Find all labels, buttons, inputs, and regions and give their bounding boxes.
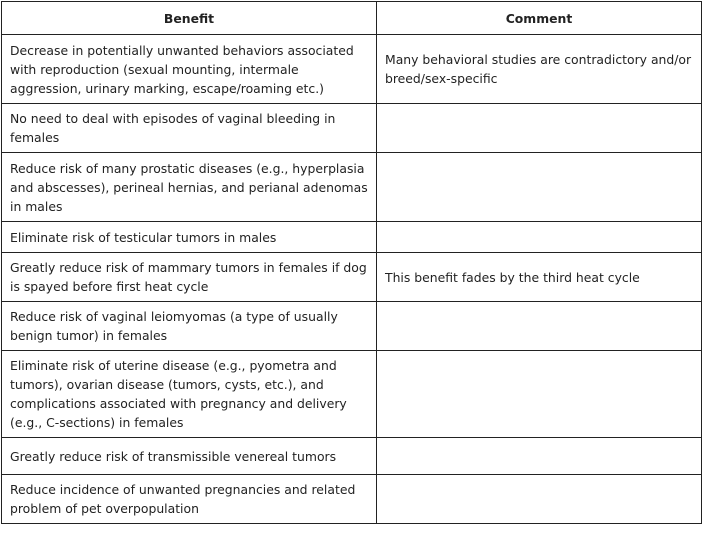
table-row bbox=[2, 438, 702, 475]
benefit-cell: Reduce incidence of unwanted pregnancies and related problem of pet overpopulation bbox=[2, 475, 377, 524]
table-row bbox=[2, 351, 702, 438]
benefits-table bbox=[1, 1, 702, 524]
table-row bbox=[2, 35, 702, 104]
comment-cell bbox=[377, 302, 702, 351]
comment-cell: Many behavioral studies are contradictory and/or breed/sex-specific bbox=[377, 35, 702, 104]
table-row bbox=[2, 104, 702, 153]
benefit-cell: Greatly reduce risk of transmissible venereal tumors bbox=[2, 438, 377, 475]
comment-cell bbox=[377, 153, 702, 222]
benefit-cell: Greatly reduce risk of mammary tumors in females if dog is spayed before first heat cycle bbox=[2, 253, 377, 302]
table-row bbox=[2, 222, 702, 253]
benefit-cell: Reduce risk of many prostatic diseases (e.g., hyperplasia and abscesses), perineal hernias, and perianal adenomas in males bbox=[2, 153, 377, 222]
table-row bbox=[2, 302, 702, 351]
table-row bbox=[2, 153, 702, 222]
table-row bbox=[2, 475, 702, 524]
header-comment: Comment bbox=[377, 2, 702, 35]
benefit-cell: Eliminate risk of uterine disease (e.g., pyometra and tumors), ovarian disease (tumors, cysts, etc.), and complications associated with pregnancy and delivery (e.g., C-sections) in females bbox=[2, 351, 377, 438]
comment-cell bbox=[377, 438, 702, 475]
comment-cell: This benefit fades by the third heat cycle bbox=[377, 253, 702, 302]
benefit-cell: Eliminate risk of testicular tumors in males bbox=[2, 222, 377, 253]
benefit-cell: No need to deal with episodes of vaginal bleeding in females bbox=[2, 104, 377, 153]
comment-cell bbox=[377, 222, 702, 253]
comment-cell bbox=[377, 351, 702, 438]
table-row bbox=[2, 253, 702, 302]
comment-cell bbox=[377, 475, 702, 524]
benefit-cell: Decrease in potentially unwanted behaviors associated with reproduction (sexual mounting, intermale aggression, urinary marking, escape/roaming etc.) bbox=[2, 35, 377, 104]
comment-cell bbox=[377, 104, 702, 153]
benefit-cell: Reduce risk of vaginal leiomyomas (a type of usually benign tumor) in females bbox=[2, 302, 377, 351]
table-header-row bbox=[2, 2, 702, 35]
header-benefit: Benefit bbox=[2, 2, 377, 35]
